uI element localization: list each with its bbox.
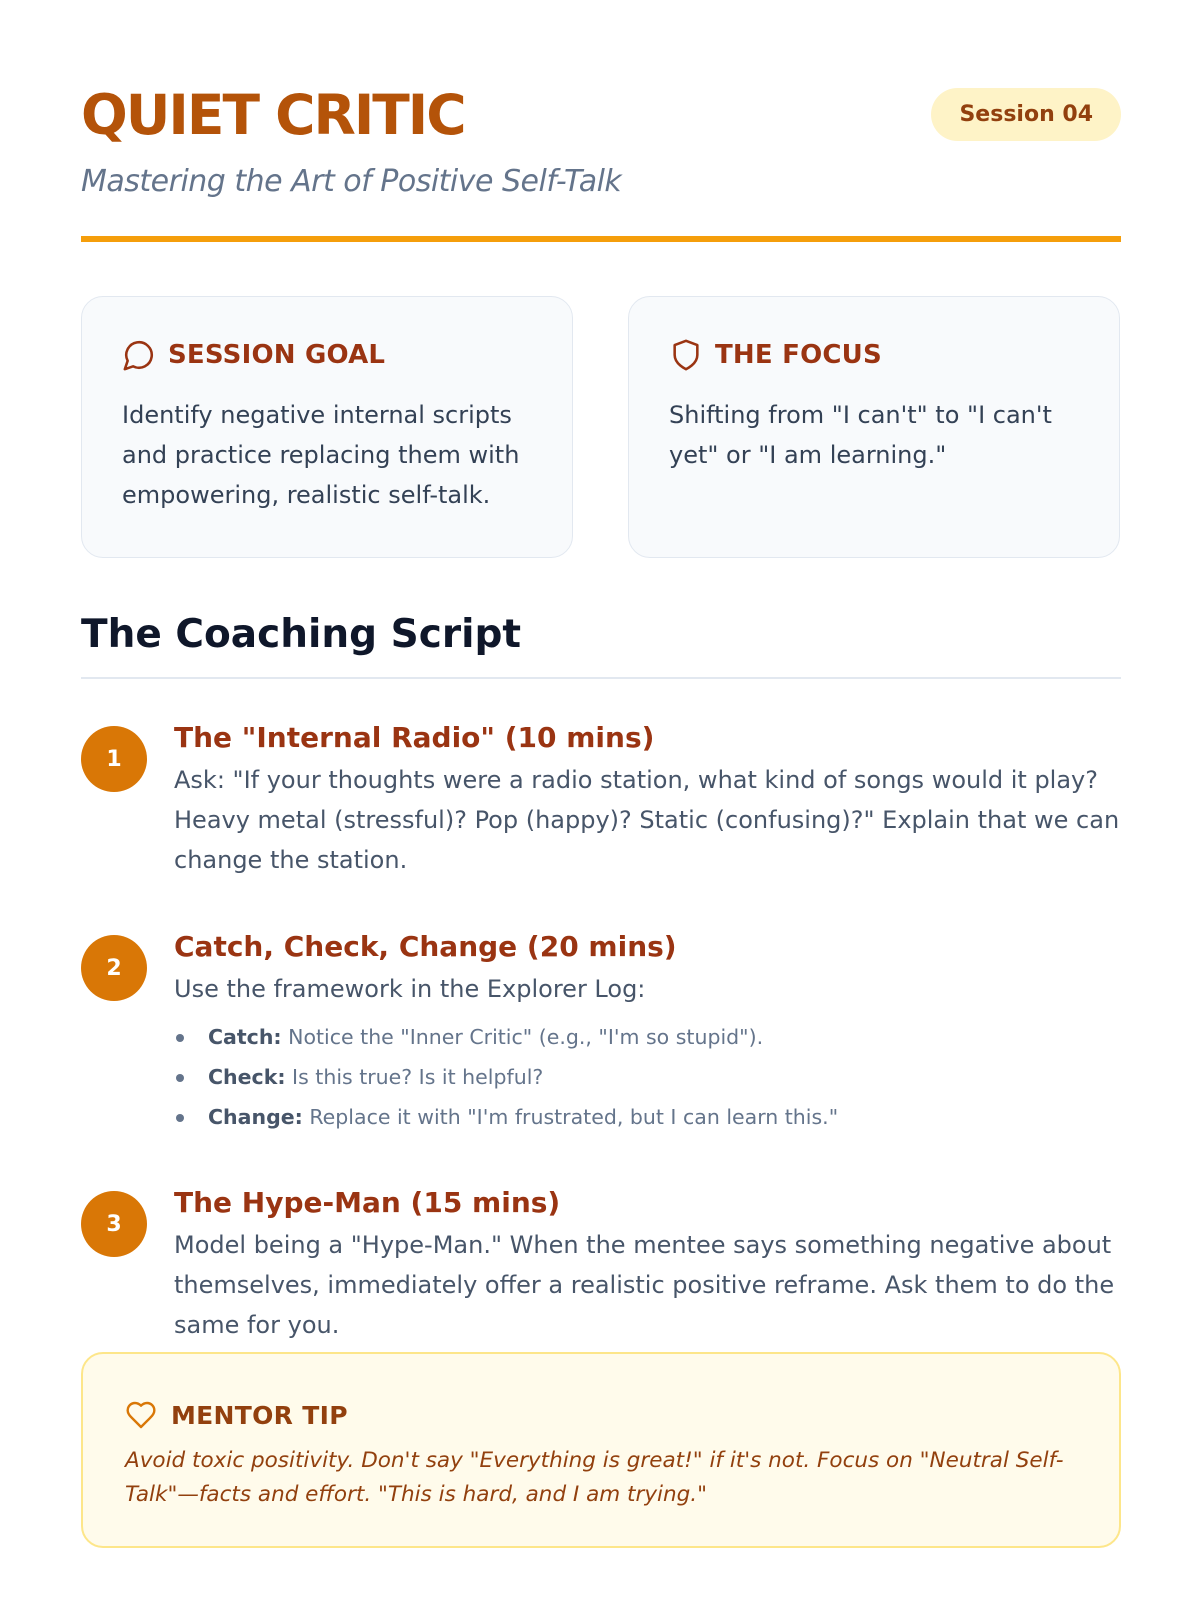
step-title: The "Internal Radio" (10 mins)	[174, 721, 655, 754]
list-item	[174, 1057, 1121, 1097]
list-item-label: Check:	[208, 1065, 286, 1089]
step-title: The Hype-Man (15 mins)	[174, 1186, 561, 1219]
step-text: Use the framework in the Explorer Log:	[174, 975, 646, 1003]
section-title: The Coaching Script	[81, 612, 522, 657]
step-title: Catch, Check, Change (20 mins)	[174, 930, 677, 963]
card-title: THE FOCUS	[715, 340, 882, 370]
step-body	[174, 930, 1121, 1137]
tip-header	[125, 1398, 1077, 1432]
list-item	[174, 1017, 1121, 1057]
step-number-badge: 2	[81, 935, 147, 1001]
step-text: Model being a "Hype-Man." When the mentee says something negative about themselves, immediately offer a realistic positive reframe. Ask them to do the same for you.	[174, 1231, 1115, 1339]
step-number-badge: 1	[81, 726, 147, 792]
list-item-text: Replace it with "I'm frustrated, but I can learn this."	[302, 1105, 839, 1129]
list-item-text: Notice the "Inner Critic" (e.g., "I'm so stupid").	[281, 1025, 764, 1049]
step-text: Ask: "If your thoughts were a radio station, what kind of songs would it play? Heavy metal (stressful)? Pop (happy)? Static (confusing)?" Explain that we can change the station.	[174, 766, 1120, 874]
page-header	[81, 78, 1121, 242]
page-subtitle: Mastering the Art of Positive Self-Talk	[81, 164, 622, 199]
step-number-badge: 3	[81, 1191, 147, 1257]
step-body	[174, 721, 1121, 880]
card-text: Shifting from "I can't" to "I can't yet" or "I am learning."	[669, 401, 1052, 469]
step-body	[174, 1186, 1121, 1345]
card-header	[122, 337, 532, 373]
card-header	[669, 337, 1079, 373]
framework-list	[174, 1017, 1121, 1137]
page-title: QUIET CRITIC	[81, 83, 465, 147]
session-badge: Session 04	[931, 88, 1121, 141]
mentor-tip-box	[81, 1352, 1121, 1548]
list-item-text: Is this true? Is it helpful?	[285, 1065, 544, 1089]
session-goal-card	[81, 296, 573, 558]
list-item-label: Change:	[208, 1105, 303, 1129]
speech-bubble-icon	[122, 338, 156, 372]
focus-card	[628, 296, 1120, 558]
heart-icon	[125, 1399, 157, 1431]
section-divider	[81, 677, 1121, 679]
card-title: SESSION GOAL	[168, 340, 386, 370]
card-text: Identify negative internal scripts and practice replacing them with empowering, realistic self-talk.	[122, 401, 520, 509]
tip-title: MENTOR TIP	[171, 1400, 348, 1430]
shield-icon	[669, 338, 703, 372]
tip-text: Avoid toxic positivity. Don't say "Everything is great!" if it's not. Focus on "Neutral Self-Talk"—facts and effort. "This is hard, and I am trying."	[125, 1448, 1064, 1507]
list-item-label: Catch:	[208, 1025, 282, 1049]
list-item	[174, 1097, 1121, 1137]
